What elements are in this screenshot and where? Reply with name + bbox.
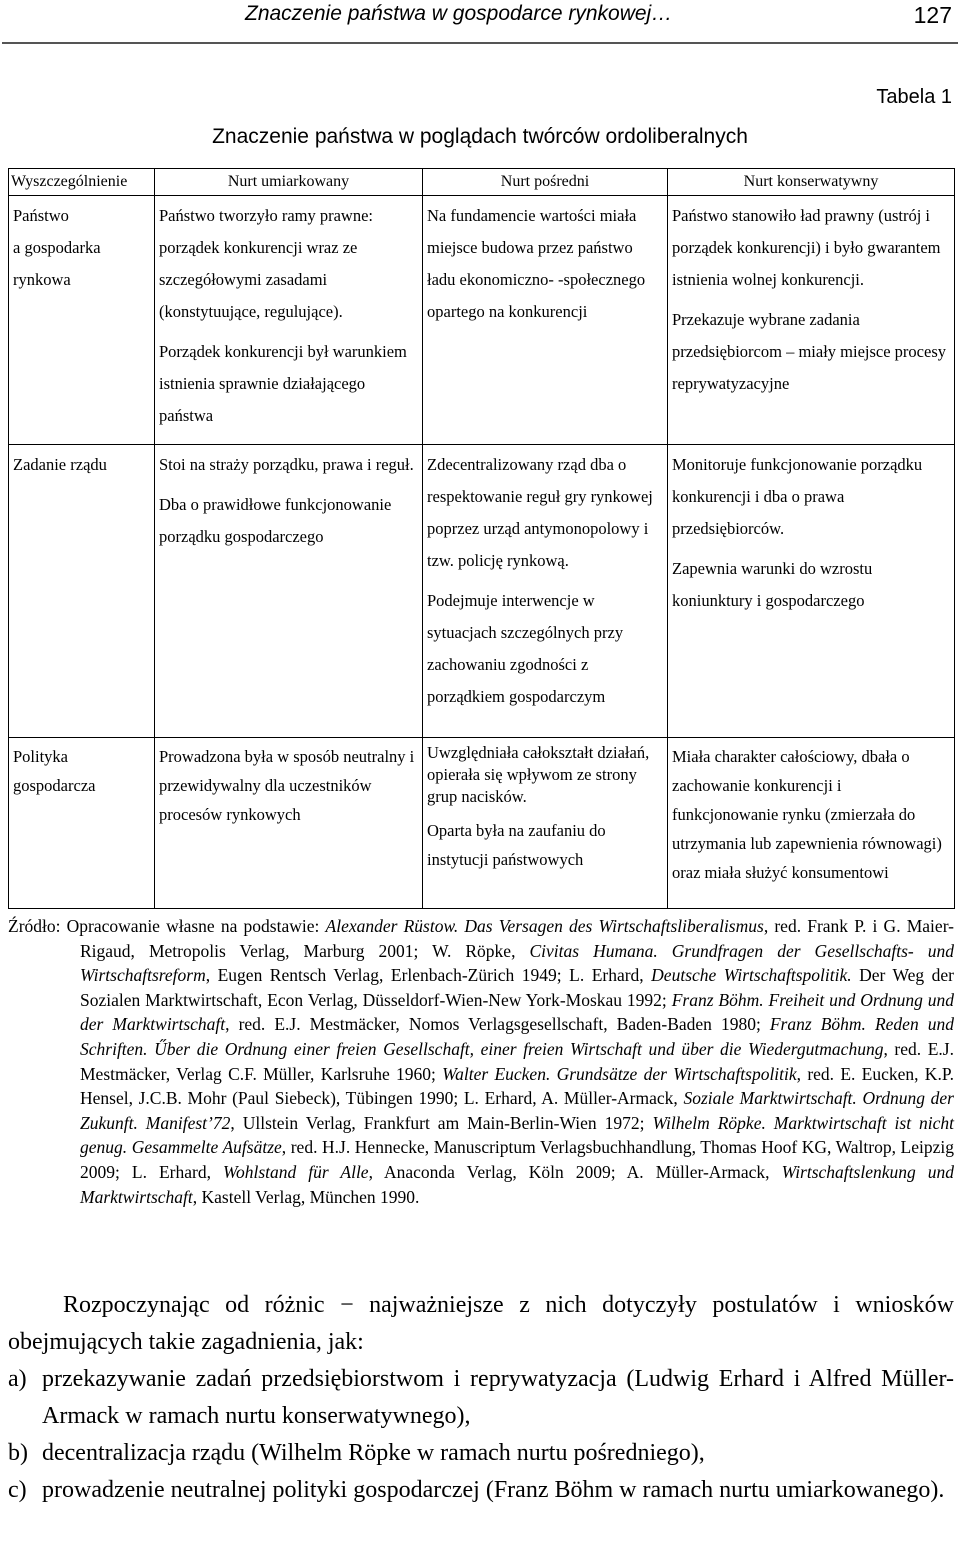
intro-paragraph: Rozpoczynając od różnic − najważniejsze z nich dotyczyły postulatów i wniosków obejmujących takie zagadnienia, jak:	[8, 1292, 954, 1355]
column-header: Nurt umiarkowany	[155, 169, 423, 196]
umiarkowany-cell	[155, 738, 423, 909]
konserwatywny-cell	[668, 196, 955, 445]
cell-paragraph: Monitoruje funkcjonowanie porządku konkurencji i dba o prawa przedsiębiorców.	[672, 455, 923, 538]
page-number: 127	[913, 2, 952, 28]
column-header: Nurt pośredni	[423, 169, 668, 196]
list-label: a)	[8, 1366, 27, 1392]
konserwatywny-cell	[668, 738, 955, 909]
column-header: Nurt konserwatywny	[668, 169, 955, 196]
header-rule	[2, 42, 958, 44]
posredni-cell	[423, 445, 668, 738]
page-header	[0, 0, 960, 44]
cell-paragraph: Zdecentralizowany rząd dba o respektowanie reguł gry rynkowej poprzez urząd antymonopolowy i tzw. policję rynkową.	[427, 455, 653, 570]
source-segment: Walter Eucken. Grundsätze der Wirtschaftspolitik	[442, 1063, 797, 1084]
table-row	[9, 196, 955, 445]
source-segment: Franz Böhm. Reden und Schriften. Űber die Ordnung einer freien Gesellschaft, einer freien Wirtschaft und über die Wiedergutmachung	[80, 1014, 954, 1059]
row-label-cell	[9, 445, 155, 738]
table-title: Znaczenie państwa w poglądach twórców ordoliberalnych	[212, 125, 748, 148]
cell-paragraph: Stoi na straży porządku, prawa i reguł.	[159, 455, 414, 474]
cell-paragraph: Uwzględniała całokształt działań, opierała się wpływom ze strony grup nacisków.	[427, 743, 650, 806]
row-label-line: Zadanie rządu	[13, 455, 107, 474]
list-item	[8, 1472, 954, 1509]
list-label: b)	[8, 1440, 28, 1466]
konserwatywny-cell	[668, 445, 955, 738]
source-segment: Wohlstand für Alle	[222, 1161, 369, 1182]
source-segment: Soziale Marktwirtschaft. Ordnung der Zukunft. Manifest’72	[80, 1088, 954, 1133]
running-title: Znaczenie państwa w gospodarce rynkowej…	[245, 2, 673, 25]
source-segment: , red. E.J. Mestmäcker, Nomos Verlagsgesellschaft, Baden-Baden 1980;	[225, 1014, 770, 1035]
source-text	[61, 916, 955, 1207]
list-text: prowadzenie neutralnej polityki gospodarczej (Franz Böhm w ramach nurtu umiarkowanego).	[42, 1477, 945, 1503]
source-segment: , red. H.J. Hennecke, Manuscriptum Verlagsbuchhandlung, Thomas Hoof KG, Waltrop, Leipzig 2009; L. Erhard,	[80, 1137, 954, 1182]
row-label-line: Państwo a gospodarka rynkowa	[13, 206, 101, 289]
source-label: Źródło:	[8, 916, 61, 936]
list-text: przekazywanie zadań przedsiębiorstwom i reprywatyzacja (Ludwig Erhard i Alfred Müller-Armack w ramach nurtu konserwatywnego),	[42, 1366, 954, 1429]
list-label: c)	[8, 1477, 27, 1503]
cell-paragraph: Państwo tworzyło ramy prawne: porządek konkurencji wraz ze szczegółowymi zasadami (konstytuujące, regulujące).	[159, 206, 373, 321]
cell-paragraph: Porządek konkurencji był warunkiem istnienia sprawnie działającego państwa	[159, 342, 407, 425]
ordoliberal-table	[8, 168, 955, 909]
cell-paragraph: Przekazuje wybrane zadania przedsiębiorcom – miały miejsce procesy reprywatyzacyjne	[672, 310, 946, 393]
source-segment: Wilhelm Röpke. Marktwirtschaft ist nicht genug. Gesammelte Aufsätze	[80, 1112, 954, 1158]
list-item	[8, 1435, 954, 1472]
source-segment: Wirtschaftslenkung und Marktwirtschaft	[80, 1161, 955, 1207]
row-label-line: Polityka gospodarcza	[13, 747, 96, 795]
table-header-row	[9, 169, 955, 196]
posredni-cell	[423, 196, 668, 445]
body-text	[8, 1287, 954, 1509]
table-row	[9, 445, 955, 738]
cell-paragraph: Prowadzona była w sposób neutralny i przewidywalny dla uczestników procesów rynkowych	[159, 747, 415, 824]
cell-paragraph: Miała charakter całościowy, dbała o zachowanie konkurencji i funkcjonowanie rynku (zmierzała do utrzymania lub zapewnienia równowagi) oraz miała służyć konsumentowi	[672, 747, 942, 882]
row-label-cell	[9, 196, 155, 445]
source-segment: , Eugen Rentsch Verlag, Erlenbach-Zürich 1949; L. Erhard,	[205, 965, 652, 986]
source-segment: , red. E. Eucken, K.P. Hensel, J.C.B. Mohr (Paul Siebeck), Tübingen 1990; L. Erhard, A. Müller-Armack,	[80, 1063, 954, 1109]
list-item	[8, 1361, 954, 1435]
source-segment: , red. Frank P. i G. Maier-Rigaud, Metropolis Verlag, Marburg 2001; W. Röpke,	[80, 916, 954, 961]
posredni-cell	[423, 738, 668, 909]
cell-paragraph: Oparta była na zaufaniu do instytucji państwowych	[427, 821, 606, 869]
table-label: Tabela 1	[876, 86, 952, 108]
source-segment: , Ullstein Verlag, Frankfurt am Main-Berlin-Wien 1972;	[230, 1112, 653, 1133]
source-note	[8, 914, 954, 1209]
column-header: Wyszczególnienie	[9, 169, 155, 196]
source-segment: , Kastell Verlag, München 1990.	[192, 1186, 420, 1207]
cell-paragraph: Podejmuje interwencje w sytuacjach szczególnych przy zachowaniu zgodności z porządkiem gospodarczym	[427, 591, 624, 706]
umiarkowany-cell	[155, 445, 423, 738]
list-text: decentralizacja rządu (Wilhelm Röpke w ramach nurtu pośredniego),	[42, 1440, 705, 1466]
source-segment: Deutsche Wirtschaftspolitik.	[651, 965, 852, 986]
cell-paragraph: Dba o prawidłowe funkcjonowanie porządku gospodarczego	[159, 495, 392, 546]
cell-paragraph: Na fundamencie wartości miała miejsce budowa przez państwo ładu ekonomiczno- -społecznego opartego na konkurencji	[427, 206, 646, 321]
source-segment: , red. E.J. Mestmäcker, Verlag C.F. Müller, Karlsruhe 1960;	[80, 1038, 954, 1084]
source-segment: Franz Böhm. Freiheit und Ordnung und der Marktwirtschaft	[80, 989, 954, 1035]
cell-paragraph: Zapewnia warunki do wzrostu koniunktury i gospodarczego	[672, 559, 873, 610]
source-segment: , Anaconda Verlag, Köln 2009; A. Müller-Armack,	[368, 1161, 782, 1182]
source-segment: Opracowanie własne na podstawie:	[60, 916, 326, 936]
source-segment: Civitas Humana. Grundfragen der Gesellschafts- und Wirtschaftsreform	[80, 940, 954, 986]
table-row	[9, 738, 955, 909]
source-segment: Der Weg der Sozialen Marktwirtschaft, Econ Verlag, Düsseldorf-Wien-New York-Moskau 1992;	[80, 965, 954, 1010]
source-segment: Alexander Rüstow. Das Versagen des Wirtschaftsliberalismus	[325, 916, 764, 936]
row-label-cell	[9, 738, 155, 909]
cell-paragraph: Państwo stanowiło ład prawny (ustrój i porządek konkurencji) i było gwarantem istnienia wolnej konkurencji.	[672, 206, 941, 289]
umiarkowany-cell	[155, 196, 423, 445]
